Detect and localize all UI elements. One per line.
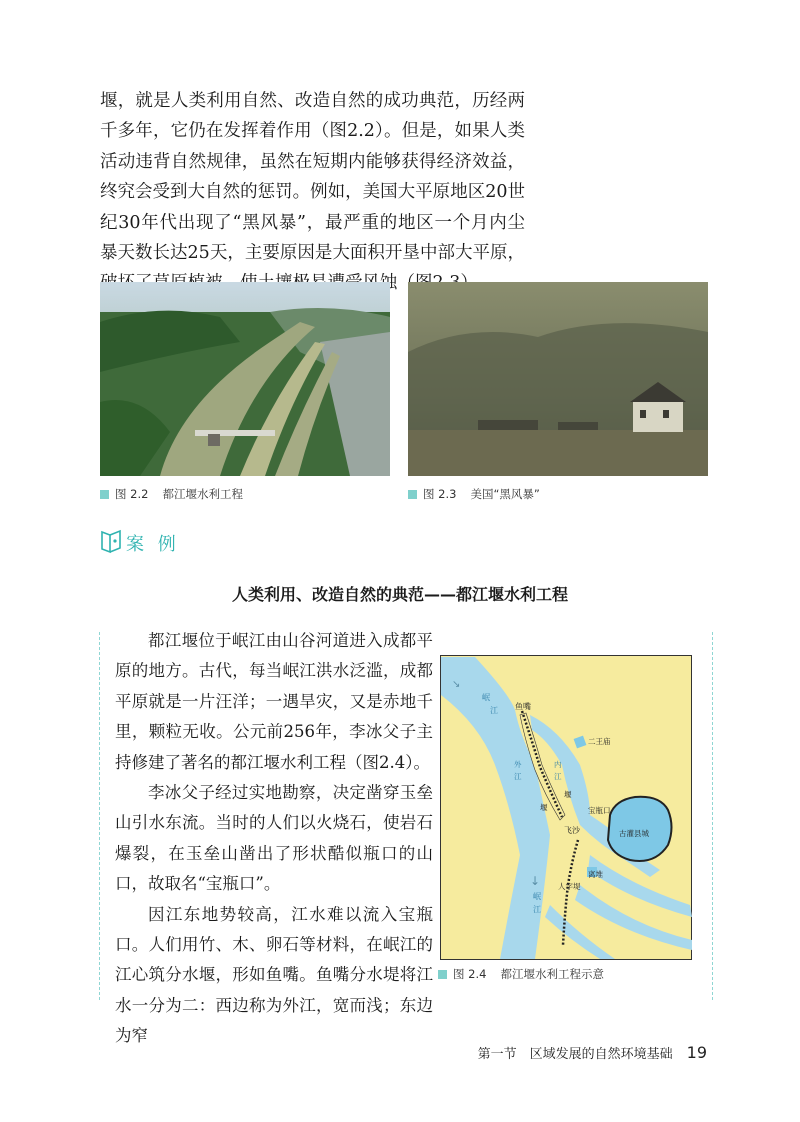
label-yuzui: 鱼嘴 (515, 702, 531, 711)
label-min-4: 江 (533, 905, 541, 914)
case-title: 人类利用、改造自然的典范——都江堰水利工程 (231, 585, 568, 604)
case-body (115, 626, 433, 1052)
label-wai-2: 江 (514, 772, 522, 781)
label-lidui: 离堆 (588, 870, 603, 879)
intro-paragraph: 堰，就是人类利用自然、改造自然的成功典范，历经两千多年，它仍在发挥着作用（图2.2）。但是，如果人类活动违背自然规律，虽然在短期内能够获得经济效益，终究会受到大自然的惩罚。例如，美国大平原地区20世纪30年代出现了“黑风暴”，最严重的地区一个月内尘暴天数长达25天，主要原因是大面积开垦中部大平原， 遭受风蚀（图2.3）。 (100, 91, 525, 294)
label-wai-1: 外 (514, 760, 522, 769)
case-label: 案 例 (126, 534, 180, 555)
label-min-2: 江 (490, 706, 498, 715)
label-min-1: 岷 (482, 693, 490, 702)
case-header (100, 528, 180, 558)
page-footer (478, 1043, 707, 1062)
figure-2-2-photo (100, 282, 390, 476)
figure-number: 图 2.2 (115, 487, 149, 501)
caption-marker (100, 490, 109, 499)
caption-marker (408, 490, 417, 499)
case-paragraph: 李冰父子经过实地勘察，决定凿穿玉垒山引水东流。当时的人们以火烧石，使岩石爆裂，在玉垒山凿出了形状酷似瓶口的山口，故取名“宝瓶口”。 (115, 783, 433, 894)
figure-2-3-caption (408, 486, 540, 502)
label-dike-lower: 人字堤 (558, 882, 581, 891)
figure-2-2-caption (100, 486, 243, 502)
book-icon (100, 528, 122, 558)
figure-number: 图 2.3 (423, 487, 457, 501)
figure-number: 图 2.4 (453, 967, 487, 981)
caption-marker (438, 970, 447, 979)
figure-title: 都江堰水利工程示意 (500, 967, 604, 981)
case-paragraph: 都江堰位于岷江由山谷河道进入成都平原的地方。古代，每当岷江洪水泛滥，成都平原就是一片汪洋；一遇旱灾，又是赤地千里，颗粒无收。公元前256年，李冰父子主持修建了著名的都江堰水利工程（图2.4）。 (115, 631, 433, 772)
label-min-3: 岷 (533, 892, 541, 901)
label-weir-left: 堰 (540, 803, 548, 812)
label-erwangmiao: 二王庙 (588, 737, 611, 746)
figure-title: 都江堰水利工程 (162, 487, 243, 501)
label-city: 古灌县城 (619, 829, 649, 838)
label-nei-1: 内 (554, 760, 562, 769)
flow-arrow-icon: ↘ (452, 679, 461, 690)
flow-arrow-icon: ↓ (530, 874, 541, 888)
label-feisha: 飞沙 (564, 826, 580, 835)
figure-title: 美国“黑风暴” (470, 487, 540, 501)
case-paragraph: 因江东地势较高，江水难以流入宝瓶口。人们用竹、木、卵石等材料，在岷江的江心筑分水堰，形如鱼嘴。鱼嘴分水堤将江水一分为二：西边称为外江，宽而浅；东边为窄 (115, 904, 433, 1046)
label-baopingkou: 宝瓶口 (588, 806, 611, 815)
page-number: 19 (686, 1043, 707, 1062)
section-title: 第一节 区域发展的自然环境基础 (477, 1047, 673, 1062)
figure-2-3-photo (408, 282, 708, 476)
label-nei-2: 江 (554, 772, 562, 781)
label-weir-right: 堰 (564, 790, 572, 799)
figure-2-4-caption (438, 966, 604, 982)
dujiangyan-map (440, 655, 692, 960)
